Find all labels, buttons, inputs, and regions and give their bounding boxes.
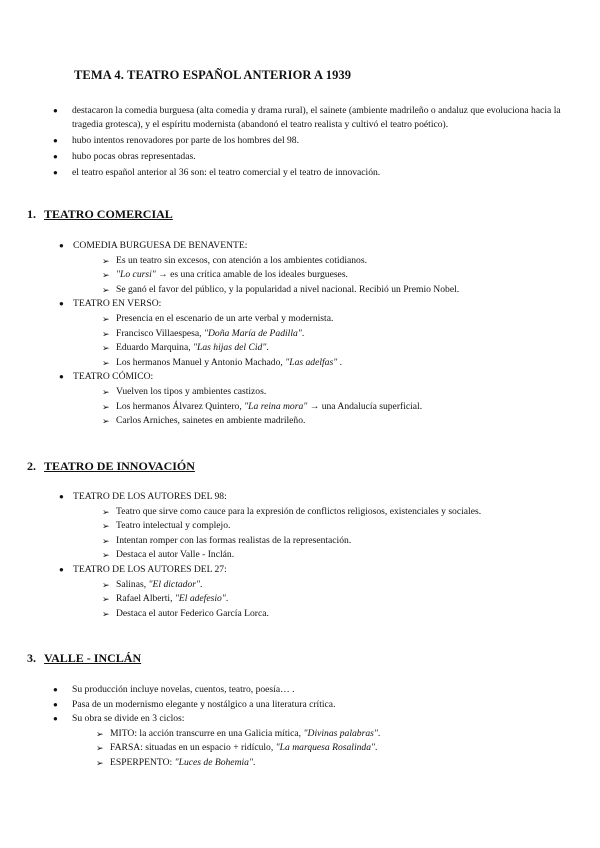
sub-list-item: ➢ ESPERPENTO: "Luces de Bohemia".	[96, 756, 562, 771]
arrow-icon: ➢	[102, 550, 110, 561]
bullet-icon: ●	[53, 135, 58, 145]
list-item: ● TEATRO DE LOS AUTORES DEL 98: ➢ Teatro que sirve como cauce para la expresión de conflictos religiosos, existenciales y sociales. ➢ Teatro intelectual y complejo. ➢ Intentan romper con las formas realistas de la representación. ➢ Destaca el autor Valle - Inclán.	[58, 490, 568, 563]
section-heading-teatro-innovacion: 2. TEATRO DE INNOVACIÓN	[27, 459, 195, 473]
arrow-icon: ➢	[102, 313, 110, 324]
arrow-icon: ➢	[102, 416, 110, 427]
bullet-icon: ●	[53, 699, 58, 709]
intro-list	[52, 104, 562, 182]
arrow-icon: ➢	[102, 270, 110, 281]
bullet-icon: ●	[59, 241, 64, 250]
arrow-icon: ➢	[102, 343, 110, 354]
arrow-icon: ➢	[102, 357, 110, 368]
arrow-icon: ➢	[96, 728, 104, 739]
sub-list-item: ➢ Destaca el autor Valle - Inclán.	[102, 548, 568, 563]
section-heading-valle-inclan: 3. VALLE - INCLÁN	[27, 651, 142, 665]
section-heading-teatro-comercial: 1. TEATRO COMERCIAL	[27, 207, 173, 221]
bullet-icon: ●	[53, 106, 58, 115]
sub-list-item: ➢ Se ganó el favor del público, y la popularidad a nivel nacional. Recibió un Premio Nobel.	[102, 283, 568, 298]
list-item: ● Pasa de un modernismo elegante y nostálgico a una literatura crítica.	[52, 698, 562, 713]
sub-list-item: ➢ Vuelven los tipos y ambientes castizos.	[102, 385, 568, 400]
list-item: ● COMEDIA BURGUESA DE BENAVENTE: ➢ Es un teatro sin excesos, con atención a los ambientes cotidianos. ➢ "Lo cursi" → es una crítica amable de los ideales burgueses. ➢ Se ganó el favor del público, y la popularidad a nivel nacional. Recibió un Premio Nobel.	[58, 239, 568, 297]
arrow-icon: ➢	[102, 594, 110, 605]
bullet-icon: ●	[53, 151, 58, 161]
bullet-icon: ●	[59, 372, 64, 382]
sub-list-item: ➢ Francisco Villaespesa, "Doña María de Padilla".	[102, 327, 568, 342]
arrow-icon: ➢	[102, 255, 110, 266]
sub-list-item: ➢ Los hermanos Álvarez Quintero, "La reina mora" → una Andalucía superficial.	[102, 400, 568, 415]
document-title: TEMA 4. TEATRO ESPAÑOL ANTERIOR A 1939	[74, 68, 352, 82]
intro-item: ● hubo intentos renovadores por parte de los hombres del 98.	[53, 134, 299, 146]
list-item: ● Su obra se divide en 3 ciclos: ➢ MITO: la acción transcurre en una Galicia mítica, "Divinas palabras". ➢ FARSA: situadas en un espacio + ridículo, "La marquesa Rosalinda". ➢ ESPERPENTO: "Luces de Bohemia".	[52, 712, 562, 770]
sub-list-item: ➢ Teatro intelectual y complejo.	[102, 519, 568, 534]
sub-list-item: ➢ Carlos Arniches, sainetes en ambiente madrileño.	[102, 414, 568, 429]
list-item: ● TEATRO DE LOS AUTORES DEL 27: ➢ Salinas, "El dictador". ➢ Rafael Alberti, "El adefesio". ➢ Destaca el autor Federico García Lorca.	[58, 563, 568, 621]
intro-item: ● el teatro español anterior al 36 son: el teatro comercial y el teatro de innovación.	[53, 166, 381, 178]
arrow-icon: ➢	[102, 535, 110, 546]
sub-list-item: ➢ Rafael Alberti, "El adefesio".	[102, 592, 568, 607]
intro-item: ● hubo pocas obras representadas.	[53, 150, 196, 162]
arrow-icon: ➢	[96, 743, 104, 754]
bullet-icon: ●	[53, 167, 58, 177]
arrow-icon: ➢	[102, 386, 110, 397]
bullet-icon: ●	[53, 714, 58, 724]
section-2-list	[58, 490, 568, 621]
arrow-icon: ➢	[102, 579, 110, 590]
bullet-icon: ●	[59, 564, 64, 574]
sub-list-item: ➢ Presencia en el escenario de un arte verbal y modernista.	[102, 312, 568, 327]
bullet-icon: ●	[53, 685, 58, 694]
sub-list-item: ➢ FARSA: situadas en un espacio + ridículo, "La marquesa Rosalinda".	[96, 741, 562, 756]
sub-list-item: ➢ Es un teatro sin excesos, con atención a los ambientes cotidianos.	[102, 254, 568, 269]
sub-list-item: ➢ Destaca el autor Federico García Lorca.	[102, 607, 568, 622]
list-item: ● Su producción incluye novelas, cuentos, teatro, poesía… .	[52, 683, 562, 698]
sub-list-item: ➢ Intentan romper con las formas realistas de la representación.	[102, 534, 568, 549]
section-1-list	[58, 239, 568, 429]
sub-list-item: ➢ Los hermanos Manuel y Antonio Machado, "Las adelfas" .	[102, 356, 568, 371]
arrow-icon: ➢	[102, 284, 110, 295]
arrow-icon: ➢	[102, 328, 110, 339]
list-item: ● TEATRO CÓMICO: ➢ Vuelven los tipos y ambientes castizos. ➢ Los hermanos Álvarez Quintero, "La reina mora" → una Andalucía superficial. ➢ Carlos Arniches, sainetes en ambiente madrileño.	[58, 370, 568, 428]
sub-list-item: ➢ "Lo cursi" → es una crítica amable de los ideales burgueses.	[102, 268, 568, 283]
arrow-icon: ➢	[102, 608, 110, 619]
arrow-icon: ➢	[102, 521, 110, 532]
bullet-icon: ●	[59, 492, 64, 501]
intro-item: ● destacaron la comedia burguesa (alta comedia y drama rural), el sainete (ambiente madrileño o andaluz que evoluciona hacia la tragedia grotesca), y el espíritu modernista (abandonó el teatro realista y cultivó el teatro poético).	[53, 105, 561, 130]
section-3-list	[52, 683, 562, 771]
sub-list-item: ➢ MITO: la acción transcurre en una Galicia mítica, "Divinas palabras".	[96, 727, 562, 742]
arrow-icon: ➢	[102, 401, 110, 412]
bullet-icon: ●	[59, 299, 64, 309]
arrow-icon: ➢	[102, 506, 110, 517]
list-item: ● TEATRO EN VERSO: ➢ Presencia en el escenario de un arte verbal y modernista. ➢ Francisco Villaespesa, "Doña María de Padilla". ➢ Eduardo Marquina, "Las hijas del Cid". ➢ Los hermanos Manuel y Antonio Machado, "Las adelfas" .	[58, 297, 568, 370]
sub-list-item: ➢ Salinas, "El dictador".	[102, 578, 568, 593]
sub-list-item: ➢ Teatro que sirve como cauce para la expresión de conflictos religiosos, existenciales y sociales.	[102, 505, 568, 520]
arrow-icon: ➢	[96, 757, 104, 768]
sub-list-item: ➢ Eduardo Marquina, "Las hijas del Cid".	[102, 341, 568, 356]
